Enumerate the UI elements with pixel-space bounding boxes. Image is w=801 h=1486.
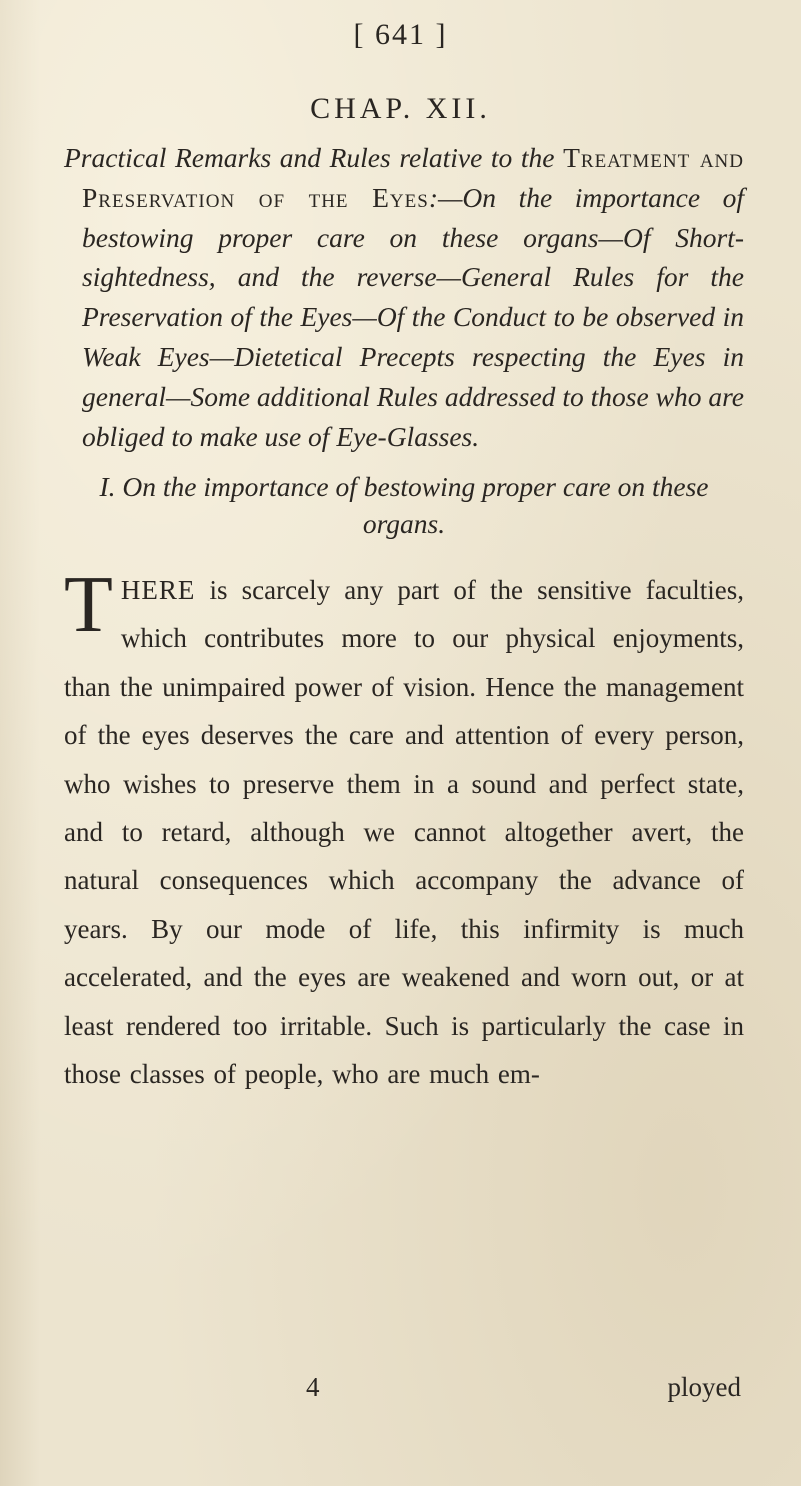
section-heading: I. On the importance of bestowing proper care on these organs. [99, 471, 709, 539]
signature-mark: 4 [306, 1372, 320, 1402]
chapter-summary [64, 138, 744, 456]
catchword: ployed [667, 1372, 741, 1402]
first-word: HERE [120, 575, 196, 605]
summary-rest: :—On the importance of bestowing proper care on these organs—Of Short-sightedness, and the reverse—General Rules for the Preservation of the Eyes—Of the Conduct to be observed in Weak Eyes—Dietetical Precepts respecting the Eyes in general—Some additional Rules addressed to those who are obliged to make use of Eye-Glasses. [82, 181, 744, 452]
summary-small-caps: Treatment and Preservation of the Eyes [82, 142, 745, 213]
page-number: [ 641 ] [353, 18, 448, 51]
body-paragraph [64, 561, 744, 1098]
drop-cap: T [64, 561, 113, 649]
summary-lead: Practical Remarks and Rules relative to the [64, 142, 555, 173]
body-text: is scarcely any part of the sensitive faculties, which contributes more to our physical enjoyments, than the unimpaired power of vision. Hence the management of the eyes deserves the care and attention of every person, who wishes to preserve them in a sound and perfect state, and to retard, although we cannot altogether avert, the natural consequences which accompany the advance of years. By our mode of life, this infirmity is much accelerated, and the eyes are weakened and worn out, or at least rendered too irritable. Such is particularly the case in those classes of people, who are much em- [64, 575, 744, 1090]
chapter-heading: CHAP. XII. [310, 92, 491, 125]
